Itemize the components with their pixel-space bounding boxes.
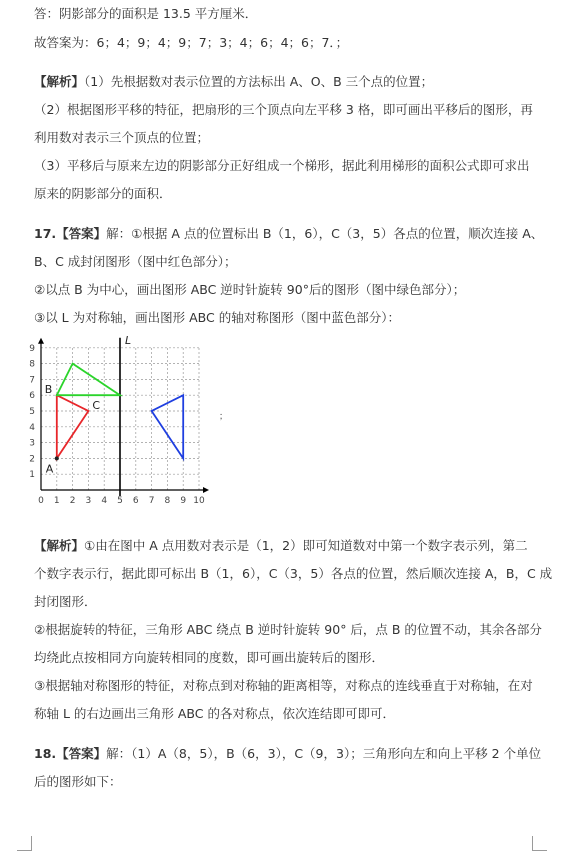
x-tick-label: 5 (117, 496, 123, 506)
analysis-16-p1: （1）先根据数对表示位置的方法标出 A、O、B 三个点的位置； (84, 74, 434, 89)
x-tick-label: 7 (148, 496, 155, 506)
point-label-c: C (92, 399, 101, 412)
figure-trailing-colon: ； (219, 411, 229, 422)
analysis-17-line-4: ②根据旋转的特征，三角形 ABC 绕点 B 逆时针旋转 90° 后，点 B 的位置不动，其余各部分 (34, 622, 542, 637)
analysis-17-line-6: ③根据轴对称图形的特征，对称点到对称轴的距离相等，对称点的连线垂直于对称轴，在对 (34, 678, 533, 693)
q17-line-1 (34, 226, 543, 242)
y-tick-label: 8 (29, 359, 35, 370)
analysis-17-line-1 (34, 538, 528, 554)
x-tick-label: 2 (69, 496, 76, 506)
point-a-dot (55, 456, 59, 460)
answer-fill-line: 故答案为：6；4；9；4；9；7；3；4；6；4；6；7．； (34, 35, 349, 50)
analysis-16-line-3: 利用数对表示三个顶点的位置； (34, 130, 210, 145)
answer-tag: 【答案】 (56, 746, 107, 761)
point-label-b: B (44, 383, 53, 397)
analysis-16-line-2: （2）根据图形平移的特征，把扇形的三个顶点向左平移 3 格，即可画出平移后的图形，再 (34, 102, 533, 117)
y-tick-label: 5 (29, 407, 35, 417)
y-tick-label: 9 (29, 343, 35, 354)
x-tick-label: 6 (132, 496, 139, 506)
analysis-17-line-3: 封闭图形． (34, 594, 97, 609)
q17-line-3: ②以点 B 为中心，画出图形 ABC 逆时针旋转 90°后的图形（图中绿色部分）； (34, 282, 466, 297)
analysis-17-line-5: 均绕此点按相同方向旋转相同的度数，即可画出旋转后的图形． (34, 650, 385, 665)
q18-number: 18. (34, 746, 57, 761)
q17-line-2: B、C 成封闭图形（图中红色部分）； (34, 254, 237, 269)
analysis-16-line-5: 原来的阴影部分的面积． (34, 186, 172, 201)
q17-text-1: 解：①根据 A 点的位置标出 B（1，6），C（3，5）各点的位置，顺次连接 A、 (106, 226, 544, 241)
x-tick-label: 8 (164, 496, 171, 506)
x-axis-arrow (203, 487, 209, 493)
q18-text-1: 解：（1）A（8，5），B（6，3），C（9，3）；三角形向左和向上平移 2 个单位 (106, 746, 542, 761)
coordinate-grid-figure (26, 333, 236, 515)
analysis-16-line-4: （3）平移后与原来左边的阴影部分正好组成一个梯形，据此利用梯形的面积公式即可求出 (34, 158, 530, 173)
x-tick-label: 10 (193, 496, 205, 506)
analysis-17-line-2: 个数字表示行，据此即可标出 B（1，6），C（3，5）各点的位置，然后顺次连接 A，B，C 成 (34, 566, 553, 581)
x-tick-label: 0 (38, 496, 44, 506)
answer-tag: 【答案】 (56, 226, 107, 241)
y-tick-label: 4 (29, 422, 35, 433)
point-label-a: A (45, 462, 54, 476)
x-tick-label: 9 (180, 496, 187, 506)
analysis-16-line-1 (34, 74, 433, 90)
y-tick-label: 6 (29, 391, 35, 402)
x-tick-label: 4 (101, 496, 108, 506)
q17-line-4: ③以 L 为对称轴，画出图形 ABC 的轴对称图形（图中蓝色部分）： (34, 310, 400, 325)
answer-area-line: 答：阴影部分的面积是 13.5 平方厘米． (34, 6, 258, 21)
q18-line-2: 后的图形如下： (34, 774, 122, 789)
y-axis-arrow (38, 338, 44, 344)
y-tick-label: 2 (29, 454, 35, 465)
q17-number: 17. (34, 226, 57, 241)
analysis-17-p1a: ①由在图中 A 点用数对表示是（1，2）即可知道数对中第一个数字表示列，第二 (84, 538, 528, 553)
x-tick-label: 1 (53, 496, 60, 506)
analysis-17-line-7: 称轴 L 的右边画出三角形 ABC 的各对称点，依次连结即可即可． (34, 706, 395, 721)
page-corner-mark-left (17, 836, 32, 851)
y-tick-label: 7 (29, 375, 35, 386)
y-tick-label: 1 (29, 470, 35, 481)
q18-line-1 (34, 746, 541, 762)
analysis-tag: 【解析】 (34, 74, 85, 89)
analysis-tag: 【解析】 (34, 538, 85, 553)
y-tick-label: 3 (29, 438, 35, 449)
x-tick-label: 3 (85, 496, 92, 506)
symmetry-axis-label: L (125, 333, 132, 347)
page-corner-mark-right (532, 836, 547, 851)
